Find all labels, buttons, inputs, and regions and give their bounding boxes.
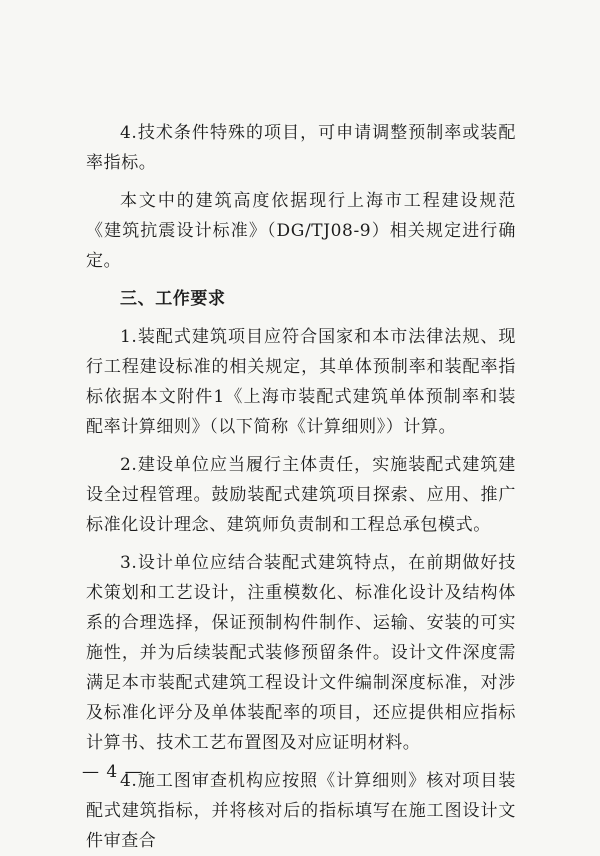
paragraph-building-height: 本文中的建筑高度依据现行上海市工程建设规范《建筑抗震设计标准》（DG/TJ08-9）相关规定进行确定。 [86, 191, 516, 271]
paragraph-requirement-1: 1.装配式建筑项目应符合国家和本市法律法规、现行工程建设标准的相关规定，其单体预制率和装配率指标依据本文附件1《上海市装配式建筑单体预制率和装配率计算细则》（以下简称《计算细则》）计算。 [86, 327, 516, 437]
section-heading-work-requirements: 三、工作要求 [120, 289, 226, 309]
paragraph-requirement-4: 4.施工图审查机构应按照《计算细则》核对项目装配式建筑指标，并将核对后的指标填写在施工图设计文件审查合 [86, 771, 516, 851]
paragraph-requirement-3: 3.设计单位应结合装配式建筑特点，在前期做好技术策划和工艺设计，注重模数化、标准化设计及结构体系的合理选择，保证预制构件制作、运输、安装的可实施性，并为后续装配式装修预留条件。设计文件深度需满足本市装配式建筑工程设计文件编制深度标准，对涉及标准化评分及单体装配率的项目，还应提供相应指标计算书、技术工艺布置图及对应证明材料。 [86, 553, 516, 753]
paragraph-requirement-2: 2.建设单位应当履行主体责任，实施装配式建筑建设全过程管理。鼓励装配式建筑项目探索、应用、推广标准化设计理念、建筑师负责制和工程总承包模式。 [86, 455, 516, 535]
page-number: — 4 — [82, 762, 143, 782]
paragraph-item-4-special-conditions: 4.技术条件特殊的项目，可申请调整预制率或装配率指标。 [86, 123, 516, 173]
document-body [86, 118, 516, 856]
